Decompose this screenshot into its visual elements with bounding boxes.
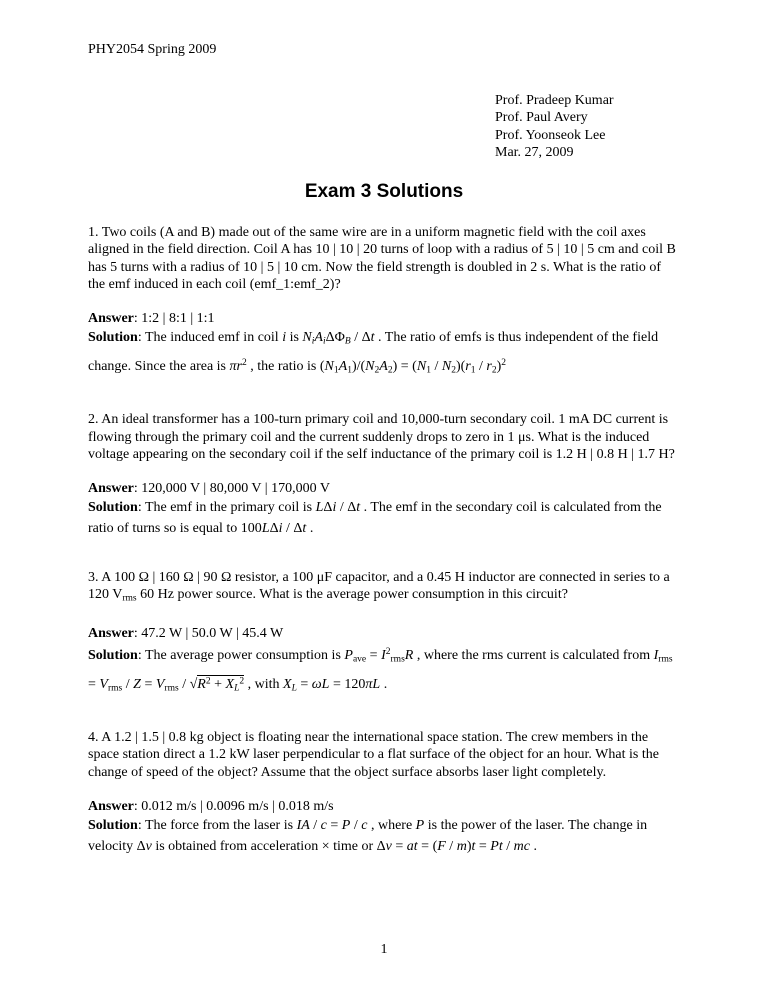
solution-2-text: Solution: The emf in the primary coil is LΔi / Δt . The emf in the secondary coil is calculated from the ratio of turns so is equal to 100LΔi / Δt . (88, 500, 662, 537)
answer-2-line: Answer: 120,000 V | 80,000 V | 170,000 V (88, 480, 330, 496)
professor-line: Prof. Pradeep Kumar (495, 93, 614, 109)
question-4-text: 4. A 1.2 | 1.5 | 0.8 kg object is floating near the international space station. The crew members in the space station direct a 1.2 kW laser perpendicular to a flat surface of the object for an hour. What is the change of speed of the object? Assume that the object surface absorbs laser light completely. (88, 730, 659, 780)
answer-3-line: Answer: 47.2 W | 50.0 W | 45.4 W (88, 626, 284, 642)
professor-block (495, 92, 680, 161)
page-title: Exam 3 Solutions (304, 181, 464, 203)
problem-4 (88, 729, 680, 857)
course-header: PHY2054 Spring 2009 (88, 42, 217, 57)
problem-1 (88, 224, 680, 381)
problem-3 (88, 569, 680, 699)
answer-1-line: Answer: 1:2 | 8:1 | 1:1 (88, 311, 215, 327)
problem-2 (88, 411, 680, 539)
question-2-text: 2. An ideal transformer has a 100-turn primary coil and 10,000-turn secondary coil. 1 mA DC current is flowing through the primary coil and the current suddenly drops to zero in 1 μs. What is the induced voltage appearing on the secondary coil if the self inductance of the primary coil is 1.2 H | 0.8 H | 1.7 H? (88, 412, 675, 462)
question-1-text: 1. Two coils (A and B) made out of the same wire are in a uniform magnetic field with the coil axes aligned in the field direction. Coil A has 10 | 10 | 20 turns of loop with a radius of 5 | 10 | 5 cm and coil B has 5 turns with a radius of 10 | 5 | 10 cm. Now the field strength is doubled in 2 s. What is the ratio of the emf induced in each coil (emf_1:emf_2)? (88, 225, 676, 292)
professor-line: Prof. Yoonseok Lee (495, 127, 606, 143)
solution-3-text: Solution: The average power consumption is $P_{ave} = I^2_{rms}R$ , where the rms current is calculated from $I_{rms} = V_{rms} / Z = V_{rms} / √R^2 + X_L^2$ , with $X_L = \omega L = 120\pi L$ . (88, 647, 673, 694)
solution-4-text: Solution: The force from the laser is IA / c = P / c , where P is the power of the laser. The change in velocity Δv is obtained from acceleration × time or Δv = at = (F / m)t = Pt / mc . (88, 818, 648, 854)
question-3-text: 3. A 100 Ω | 160 Ω | 90 Ω resistor, a 100 μF capacitor, and a 0.45 H inductor are connected in series to a 120 $V_{rms}$ 60 Hz power source. What is the average power consumption in this circuit? (88, 570, 670, 604)
date-line: Mar. 27, 2009 (495, 144, 574, 160)
page-number: 1 (380, 941, 388, 957)
professor-line: Prof. Paul Avery (495, 110, 588, 126)
solution-1-text: Solution: The induced emf in coil i is $N_iA_i\Delta\Phi_B$ / Δt . The ratio of emfs is thus independent of the field change. Since the area is $\pi r^2$ , the ratio is $(N_1A_1)/(N_2A_2) = (N_1 / N_2)(r_1 / r_2)^2$ (88, 330, 659, 376)
answer-4-line: Answer: 0.012 m/s | 0.0096 m/s | 0.018 m/s (88, 798, 334, 814)
